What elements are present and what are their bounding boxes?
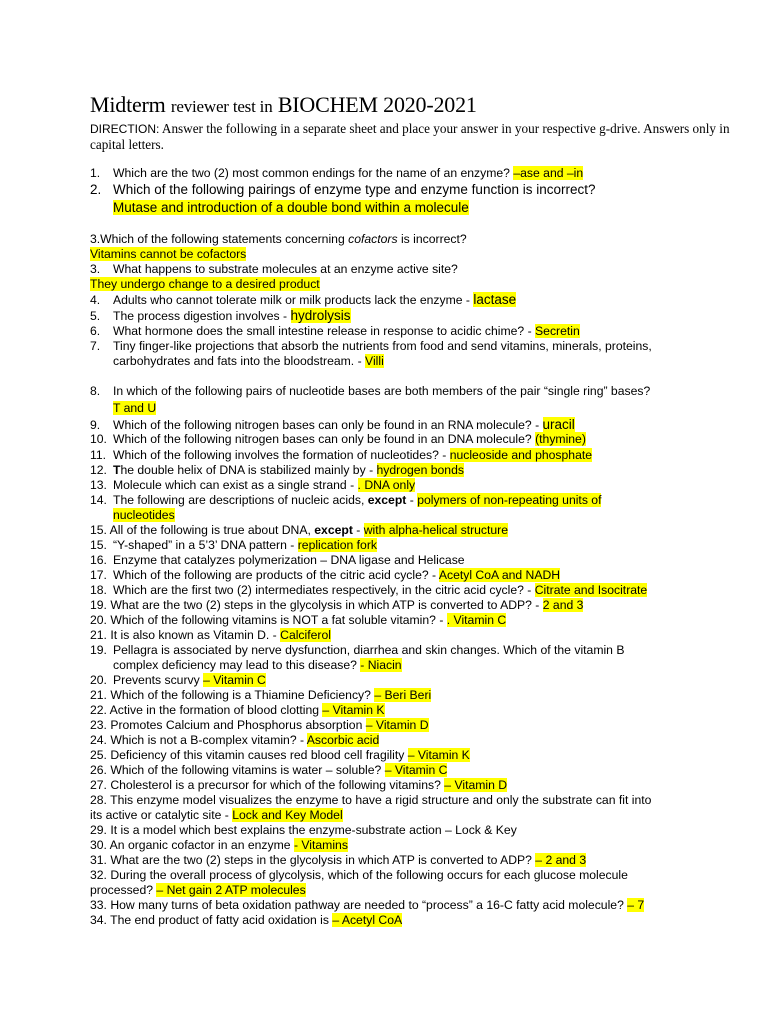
question-text: Active in the formation of blood clotting <box>109 703 320 717</box>
direction-paragraph <box>90 121 730 152</box>
answer-highlight: – Vitamin C <box>384 763 448 777</box>
answer-highlight: - Niacin <box>360 658 402 672</box>
question-27 <box>90 778 507 793</box>
answer-highlight: – 7 <box>627 898 645 912</box>
question-10 <box>90 432 586 447</box>
answer-highlight: – Vitamin D <box>365 718 429 732</box>
question-text: Deficiency of this vitamin causes red blood cell fragility <box>110 748 405 762</box>
question-number: 20. <box>90 613 107 627</box>
answer-highlight: Calciferol <box>280 628 331 642</box>
question-text: “Y-shaped” in a 5’3’ DNA pattern - <box>113 538 295 552</box>
title-subject: BIOCHEM 2020-2021 <box>277 92 477 117</box>
question-13 <box>90 478 415 493</box>
direction-label: DIRECTION: <box>90 122 160 136</box>
question-text: Which of the following is a Thiamine Deficiency? <box>110 688 371 702</box>
question-24 <box>90 733 379 748</box>
question-31 <box>90 853 586 868</box>
answer-highlight: Lock and Key Model <box>232 808 343 822</box>
answer-highlight: – Vitamin K <box>322 703 385 717</box>
question-text: Cholesterol is a precursor for which of the following vitamins? <box>110 778 441 792</box>
question-text: Which of the following vitamins is water – soluble? <box>110 763 382 777</box>
question-20a <box>90 613 506 628</box>
question-number: 5. <box>90 309 101 323</box>
answer-highlight: replication fork <box>297 538 377 552</box>
answer-highlight: Vitamins cannot be cofactors <box>90 247 247 261</box>
question-23 <box>90 718 429 733</box>
answer-highlight: –ase and –in <box>513 166 584 180</box>
question-text: It is a model which best explains the enzyme-substrate action – Lock & Key <box>110 823 517 837</box>
question-number: 22. <box>90 703 107 717</box>
answer-highlight: . Vitamin C <box>446 613 507 627</box>
question-19b-cont <box>113 658 402 673</box>
question-14 <box>90 493 601 508</box>
question-number: 3. <box>90 232 101 246</box>
question-1 <box>90 166 583 181</box>
question-text: Which are the two (2) most common endings for the name of an enzyme? <box>113 166 510 180</box>
question-number: 13. <box>90 478 107 492</box>
answer-highlight: . DNA only <box>357 478 416 492</box>
question-15b <box>90 538 377 553</box>
answer-highlight: Ascorbic acid <box>306 733 380 747</box>
question-32 <box>90 868 628 883</box>
question-text: Pellagra is associated by nerve dysfunction, diarrhea and skin changes. Which of the vitamin B <box>113 643 625 657</box>
question-number: 24. <box>90 733 107 747</box>
answer-highlight: T and U <box>113 401 157 415</box>
question-20b <box>90 673 266 688</box>
question-number: 29. <box>90 823 107 837</box>
question-number: 21. <box>90 628 107 642</box>
question-number: 15. <box>90 523 107 537</box>
question-16 <box>90 553 465 568</box>
question-text: It is also known as Vitamin D. - <box>110 628 277 642</box>
question-number: 33. <box>90 898 107 912</box>
question-3a <box>90 232 467 247</box>
question-text: What happens to substrate molecules at an enzyme active site? <box>113 262 458 276</box>
question-text: Which is not a B-complex vitamin? - <box>110 733 305 747</box>
question-5 <box>90 308 351 324</box>
question-number: 1. <box>90 166 101 180</box>
question-19b <box>90 643 624 658</box>
question-15a <box>90 523 508 538</box>
answer-highlight: uracil <box>542 417 575 432</box>
answer-highlight: nucleotides <box>113 508 175 522</box>
question-number: 16. <box>90 553 107 567</box>
question-number: 31. <box>90 853 107 867</box>
question-text: Which are the first two (2) intermediates respectively, in the citric acid cycle? - <box>113 583 532 597</box>
question-25 <box>90 748 470 763</box>
question-33 <box>90 898 644 913</box>
answer-14-cont <box>113 508 175 523</box>
answer-highlight: with alpha-helical structure <box>363 523 509 537</box>
title-middle: reviewer test in <box>170 97 273 116</box>
question-text: Adults who cannot tolerate milk or milk products lack the enzyme - <box>113 293 470 307</box>
question-text: The end product of fatty acid oxidation is <box>110 913 329 927</box>
question-21a <box>90 628 331 643</box>
answer-highlight: – Vitamin D <box>444 778 508 792</box>
question-8 <box>90 384 650 399</box>
answer-2 <box>113 200 469 215</box>
question-6 <box>90 324 580 339</box>
question-number: 27. <box>90 778 107 792</box>
question-number: 11. <box>90 448 107 462</box>
question-number: 4. <box>90 293 101 307</box>
question-number: 7. <box>90 339 101 353</box>
question-number: 21. <box>90 688 107 702</box>
question-7 <box>90 339 652 354</box>
answer-highlight: polymers of non-repeating units of <box>417 493 602 507</box>
answer-highlight: Secretin <box>535 324 580 338</box>
answer-highlight: – Beri Beri <box>374 688 432 702</box>
question-28-cont <box>90 808 343 823</box>
question-text: What hormone does the small intestine release in response to acidic chime? - <box>113 324 532 338</box>
answer-highlight: – 2 and 3 <box>535 853 587 867</box>
question-number: 10. <box>90 432 107 446</box>
answer-highlight: nucleoside and phosphate <box>449 448 593 462</box>
question-number: 26. <box>90 763 107 777</box>
answer-highlight: Acetyl CoA and NADH <box>438 568 561 582</box>
question-number: 25. <box>90 748 107 762</box>
question-number: 18. <box>90 583 107 597</box>
question-text: Which of the following statements concerning <box>100 232 345 246</box>
question-number: 32. <box>90 868 107 882</box>
direction-text: Answer the following in a separate sheet and place your answer in your respective g-drive. Answers only in capital letters. <box>90 121 730 152</box>
question-number: 9. <box>90 418 101 432</box>
question-30 <box>90 838 348 853</box>
answer-highlight: They undergo change to a desired product <box>90 277 320 291</box>
document-title <box>90 92 477 120</box>
answer-highlight: Mutase and introduction of a double bond within a molecule <box>113 200 469 215</box>
question-number: 14. <box>90 493 107 507</box>
question-34 <box>90 913 402 928</box>
question-text: Enzyme that catalyzes polymerization – DNA ligase and Helicase <box>113 553 465 567</box>
question-21b <box>90 688 431 703</box>
question-text: How many turns of beta oxidation pathway are needed to “process” a 16-C fatty acid molecule? <box>110 898 624 912</box>
question-bold-letter: T <box>113 463 121 477</box>
answer-3b <box>90 277 320 292</box>
question-11 <box>90 448 592 463</box>
answer-highlight: hydrogen bonds <box>376 463 464 477</box>
question-bold-word: except <box>314 523 353 537</box>
question-text: An organic cofactor in an enzyme <box>109 838 291 852</box>
question-28 <box>90 793 651 808</box>
question-emphasis: cofactors <box>348 232 398 246</box>
question-text-tail: - <box>409 493 414 507</box>
question-number: 6. <box>90 324 101 338</box>
answer-highlight: 2 and 3 <box>542 598 584 612</box>
question-text: In which of the following pairs of nucleotide bases are both members of the pair “single ring” bases? <box>113 384 651 398</box>
question-text: complex deficiency may lead to this disease? <box>113 658 357 672</box>
question-2 <box>90 182 596 197</box>
question-7-cont <box>113 354 384 369</box>
question-bold-word: except <box>367 493 407 507</box>
answer-8 <box>113 401 156 416</box>
question-18 <box>90 583 647 598</box>
answer-highlight: – Vitamin C <box>203 673 266 687</box>
question-number: 20. <box>90 673 107 687</box>
question-32-cont <box>90 883 306 898</box>
question-text: During the overall process of glycolysis, which of the following occurs for each glucose molecule <box>110 868 628 882</box>
question-26 <box>90 763 447 778</box>
question-4 <box>90 292 516 308</box>
question-number: 8. <box>90 384 101 398</box>
question-text: All of the following is true about DNA, <box>109 523 311 537</box>
question-number: 23. <box>90 718 107 732</box>
question-22 <box>90 703 385 718</box>
question-29 <box>90 823 517 838</box>
question-text: Molecule which can exist as a single strand - <box>113 478 355 492</box>
question-number: 15. <box>90 538 107 552</box>
answer-highlight: hydrolysis <box>290 308 351 323</box>
question-12 <box>90 463 464 478</box>
question-number: 19. <box>90 643 107 657</box>
question-number: 19. <box>90 598 107 612</box>
question-text: its active or catalytic site - <box>90 808 229 822</box>
title-word-midterm: Midterm <box>90 92 166 117</box>
question-number: 17. <box>90 568 107 582</box>
question-text: Which of the following pairings of enzyme type and enzyme function is incorrect? <box>113 182 596 197</box>
question-3b <box>90 262 458 277</box>
question-text: carbohydrates and fats into the bloodstream. - <box>113 354 362 368</box>
answer-3a <box>90 247 246 262</box>
question-text-tail: - <box>356 523 361 537</box>
question-text: Which of the following nitrogen bases can only be found in an DNA molecule? <box>113 432 532 446</box>
question-number: 34. <box>90 913 107 927</box>
question-text: processed? <box>90 883 154 897</box>
question-text: The process digestion involves - <box>113 309 288 323</box>
question-text: Promotes Calcium and Phosphorus absorption <box>110 718 363 732</box>
question-text-tail: is incorrect? <box>400 232 467 246</box>
question-text: This enzyme model visualizes the enzyme to have a rigid structure and only the substrate can fit into <box>110 793 652 807</box>
answer-highlight: – Net gain 2 ATP molecules <box>156 883 306 897</box>
question-number: 3. <box>90 262 101 276</box>
question-text: Which of the following vitamins is NOT a fat soluble vitamin? - <box>110 613 444 627</box>
answer-highlight: Citrate and Isocitrate <box>534 583 648 597</box>
question-text: he double helix of DNA is stabilized mainly by - <box>120 463 374 477</box>
question-number: 2. <box>90 182 102 197</box>
question-number: 12. <box>90 463 107 477</box>
question-19a <box>90 598 583 613</box>
question-number: 30. <box>90 838 107 852</box>
question-9 <box>90 417 575 433</box>
answer-highlight: (thymine) <box>535 432 586 446</box>
answer-highlight: Villi <box>365 354 384 368</box>
question-text: Which of the following nitrogen bases can only be found in an RNA molecule? - <box>113 418 540 432</box>
question-text: Tiny finger-like projections that absorb the nutrients from food and send vitamins, minerals, proteins, <box>113 339 652 353</box>
answer-highlight: lactase <box>473 292 517 307</box>
answer-highlight: - Vitamins <box>293 838 348 852</box>
question-text: Which of the following involves the formation of nucleotides? - <box>113 448 447 462</box>
answer-highlight: – Acetyl CoA <box>332 913 403 927</box>
question-text: What are the two (2) steps in the glycolysis in which ATP is converted to ADP? <box>110 853 532 867</box>
answer-highlight: – Vitamin K <box>407 748 470 762</box>
question-17 <box>90 568 560 583</box>
question-text: What are the two (2) steps in the glycolysis in which ATP is converted to ADP? - <box>110 598 540 612</box>
question-text: Prevents scurvy <box>113 673 200 687</box>
question-number: 28. <box>90 793 107 807</box>
question-text: The following are descriptions of nucleic acids, <box>113 493 365 507</box>
question-text: Which of the following are products of the citric acid cycle? - <box>113 568 437 582</box>
